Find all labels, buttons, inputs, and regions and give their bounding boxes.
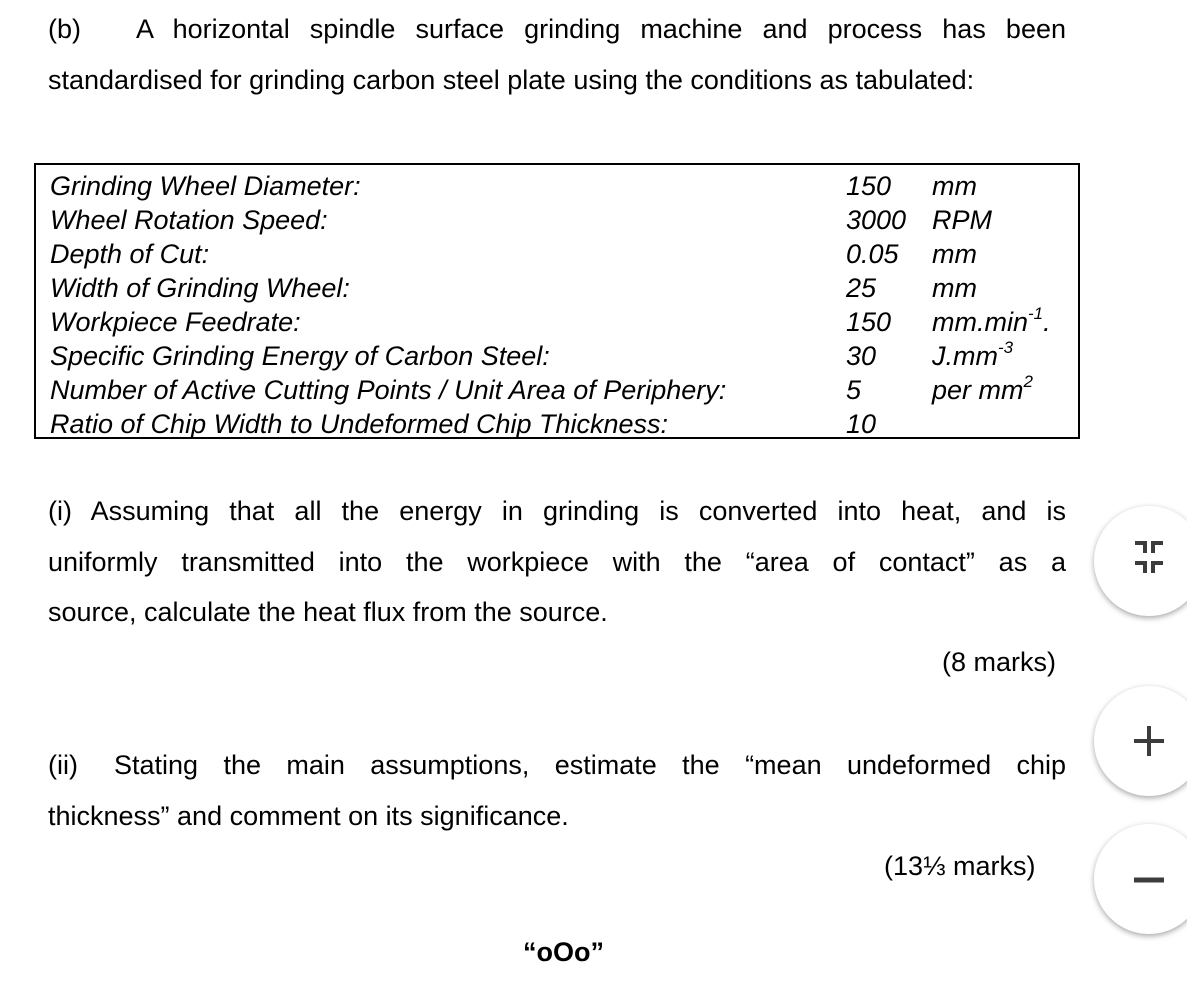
question-i: [48, 486, 1066, 638]
param-value: 30: [846, 341, 877, 371]
question-ii-label: (ii): [48, 750, 78, 780]
table-row: [50, 305, 1080, 339]
intro-paragraph: [48, 4, 1066, 105]
question-ii: [48, 740, 1066, 841]
table-row: [50, 169, 1080, 203]
table-row: [50, 373, 1080, 407]
zoom-in-button[interactable]: [1094, 686, 1187, 796]
param-unit: mm: [932, 273, 977, 303]
param-value: 25: [846, 273, 877, 303]
end-marker: “oOo”: [523, 937, 604, 967]
table-row: [50, 271, 1080, 305]
param-name: Depth of Cut:: [50, 239, 210, 269]
table-row: [50, 237, 1080, 271]
table-row: [50, 407, 1080, 441]
part-label: (b): [48, 14, 81, 44]
fit-to-page-button[interactable]: [1094, 506, 1187, 616]
param-value: 10: [846, 409, 877, 439]
param-unit: $J.mm^{-3}$: [932, 338, 1014, 371]
param-unit: mm: [932, 171, 977, 201]
plus-icon: [1094, 686, 1187, 796]
intro-line-2: standardised for grinding carbon steel plate using the conditions as tabulated:: [48, 64, 975, 95]
param-value: 5: [846, 375, 862, 405]
param-unit: $mm.\min^{-1}$.: [932, 304, 1051, 337]
minus-icon: [1094, 824, 1187, 934]
param-name: Width of Grinding Wheel:: [50, 273, 350, 303]
param-name: Wheel Rotation Speed:: [50, 205, 328, 235]
question-i-marks: (8 marks): [942, 647, 1056, 677]
param-name: Number of Active Cutting Points / Unit Area of Periphery:: [50, 375, 727, 405]
param-value: 3000: [846, 205, 907, 235]
fit-to-page-icon: [1094, 506, 1187, 616]
conditions-table: [34, 163, 1080, 439]
param-name: Ratio of Chip Width to Undeformed Chip Thickness:: [50, 409, 669, 439]
zoom-out-button[interactable]: [1094, 824, 1187, 934]
question-ii-line-2: thickness” and comment on its significance.: [48, 800, 569, 831]
param-value: 150: [846, 171, 892, 201]
param-name: Workpiece Feedrate:: [50, 307, 301, 337]
table-row: [50, 339, 1080, 373]
param-name: Grinding Wheel Diameter:: [50, 171, 361, 201]
question-ii-line-1: (ii) Stating the main assumptions, estimate the “mean undeformed chip: [48, 740, 1066, 791]
question-i-line-1: (i) Assuming that all the energy in grinding is converted into heat, and is: [48, 496, 1066, 526]
intro-line-1: (b) A horizontal spindle surface grinding machine and process has been: [48, 4, 1066, 55]
question-ii-marks: (13⅓ marks): [884, 851, 1036, 881]
param-value: 0.05: [846, 239, 899, 269]
param-value: 150: [846, 307, 892, 337]
param-name: Specific Grinding Energy of Carbon Steel:: [50, 341, 550, 371]
question-i-line-2: uniformly transmitted into the workpiece with the “area of contact” as a: [48, 546, 1066, 577]
param-unit: per $mm^2$: [932, 372, 1033, 405]
param-unit: mm: [932, 239, 977, 269]
table-row: [50, 203, 1080, 237]
question-i-line-3: source, calculate the heat flux from the source.: [48, 597, 608, 627]
param-unit: RPM: [932, 205, 992, 235]
